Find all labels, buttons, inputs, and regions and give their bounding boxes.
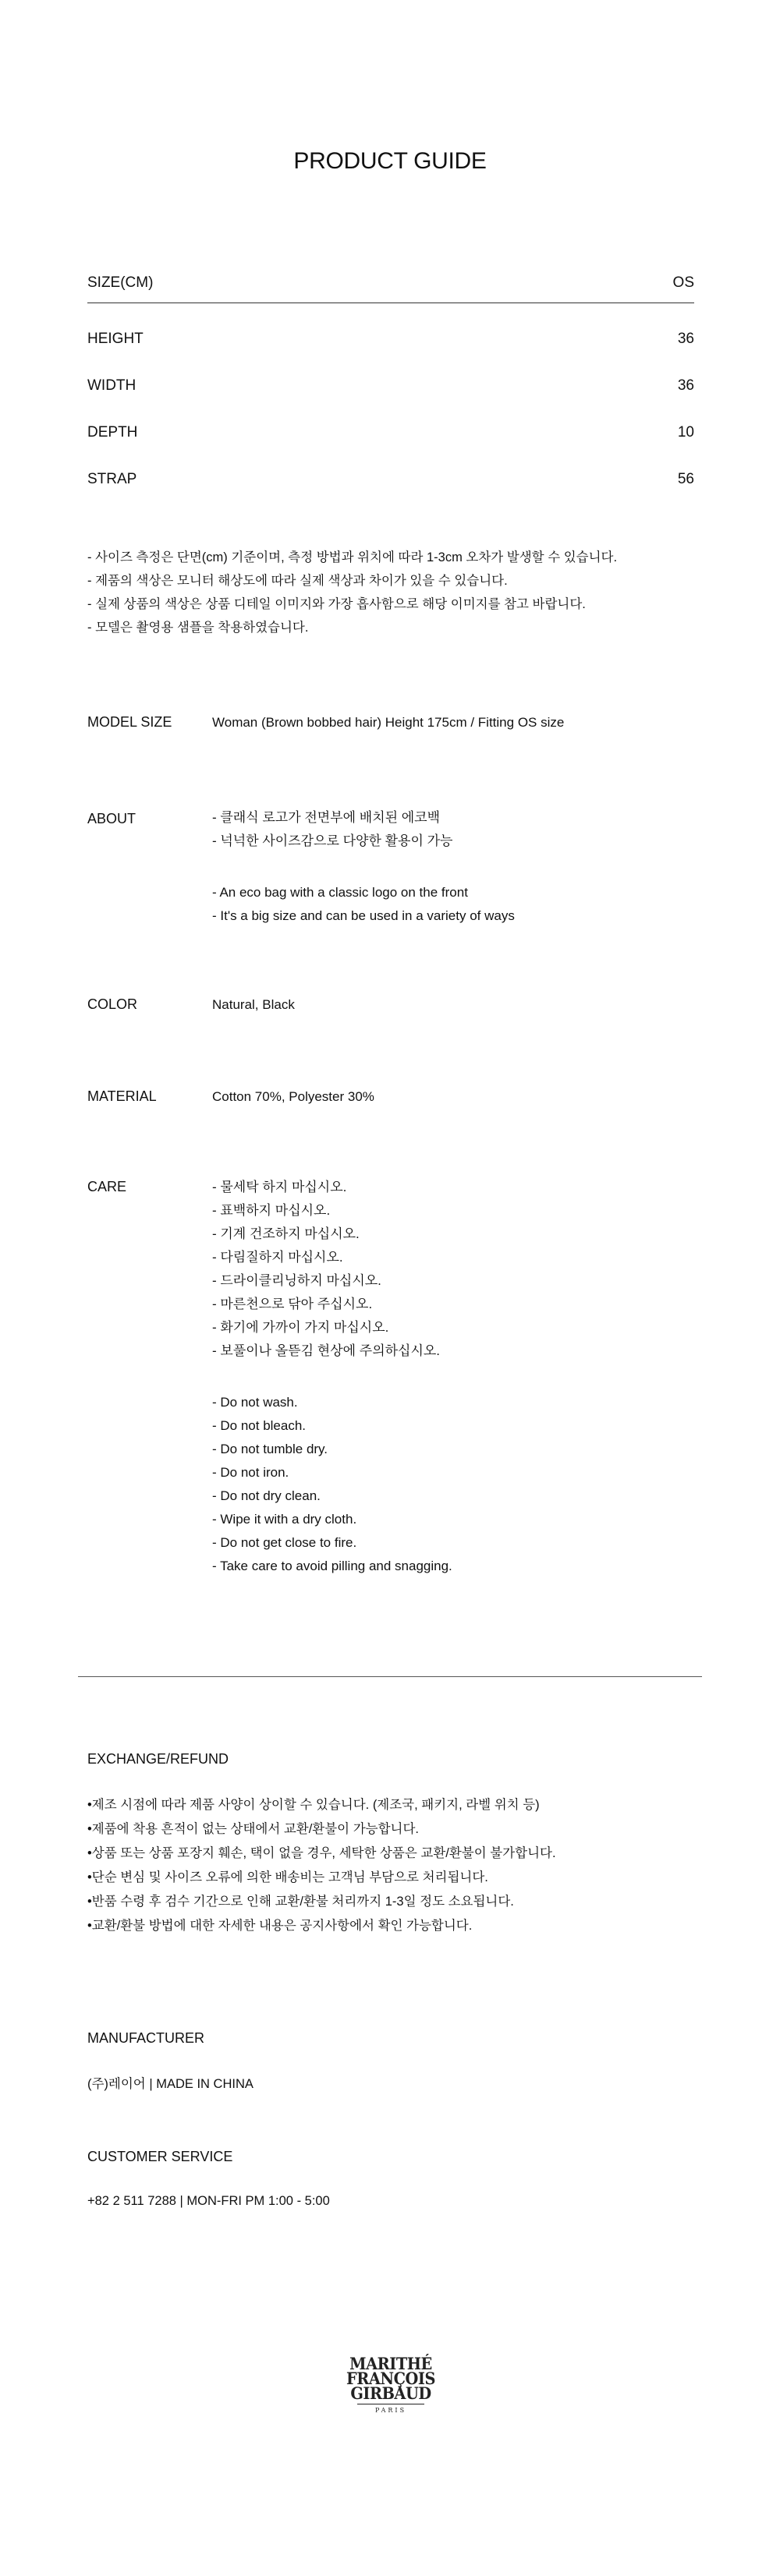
care-line: - Do not wash. (212, 1395, 298, 1410)
color-label: COLOR (87, 996, 138, 1012)
exchange-item: •제조 시점에 따라 제품 사양이 상이할 수 있습니다. (제조국, 패키지, 라벨 위치 등) (87, 1798, 540, 1812)
care-line: - Do not tumble dry. (212, 1442, 328, 1456)
size-row-strap (87, 471, 694, 494)
size-row-label: DEPTH (87, 424, 138, 441)
logo-subtitle: PARIS (357, 2404, 424, 2414)
exchange-title: EXCHANGE/REFUND (87, 1751, 229, 1767)
about-line: - An eco bag with a classic logo on the front (212, 885, 468, 900)
material-label: MATERIAL (87, 1088, 157, 1104)
about-value (212, 806, 515, 928)
model-size-value: Woman (Brown bobbed hair) Height 175cm / Fitting OS size (212, 715, 565, 730)
size-row-label: STRAP (87, 471, 137, 487)
care-line: - 드라이클리닝하지 마십시오. (212, 1273, 381, 1288)
color-value: Natural, Black (212, 997, 295, 1012)
manufacturer-value: (주)레이어 | MADE IN CHINA (87, 2077, 254, 2091)
logo-line: GIRBAUD (350, 2383, 431, 2403)
care-label: CARE (87, 1179, 127, 1194)
size-row-label: WIDTH (87, 377, 136, 394)
care-line: - 다림질하지 마십시오. (212, 1250, 343, 1265)
size-header-value: OS (672, 274, 694, 291)
size-header-label: SIZE(CM) (87, 274, 154, 291)
exchange-item: •교환/환불 방법에 대한 자세한 내용은 공지사항에서 확인 가능합니다. (87, 1919, 473, 1933)
size-row-value: 10 (677, 424, 694, 441)
material-value: Cotton 70%, Polyester 30% (212, 1089, 374, 1104)
care-line: - 화기에 가까이 가지 마십시오. (212, 1320, 389, 1335)
size-row-value: 36 (677, 331, 694, 347)
care-line: - Take care to avoid pilling and snagging. (212, 1559, 452, 1573)
size-row-label: HEIGHT (87, 331, 144, 347)
care-line: - Do not bleach. (212, 1418, 307, 1433)
exchange-list (87, 1793, 727, 1938)
note-line: - 사이즈 측정은 단면(cm) 기준이며, 측정 방법과 위치에 따라 1-3cm 오차가 발생할 수 있습니다. (87, 550, 618, 564)
note-line: - 제품의 색상은 모니터 해상도에 따라 실제 색상과 차이가 있을 수 있습니다. (87, 574, 508, 588)
note-line: - 실제 상품의 색상은 상품 디테일 이미지와 가장 흡사함으로 해당 이미지를 참고 바랍니다. (87, 597, 586, 611)
size-notes (87, 546, 711, 639)
care-line: - Do not iron. (212, 1465, 289, 1480)
care-line: - 보풀이나 올뜯김 현상에 주의하십시오. (212, 1343, 441, 1358)
size-row-width (87, 377, 694, 401)
size-row-height (87, 331, 694, 354)
section-divider (78, 1676, 702, 1677)
care-line: - Do not dry clean. (212, 1488, 321, 1503)
manufacturer-title: MANUFACTURER (87, 2030, 205, 2046)
about-line: - 넉넉한 사이즈감으로 다양한 활용이 가능 (212, 833, 453, 848)
logo-line: MARITHÉ (349, 2354, 432, 2373)
brand-logo (340, 2356, 441, 2415)
care-value (212, 1176, 452, 1578)
exchange-item: •반품 수령 후 검수 기간으로 인해 교환/환불 처리까지 1-3일 정도 소요됩니다. (87, 1895, 514, 1909)
about-label: ABOUT (87, 811, 136, 826)
about-line: - It's a big size and can be used in a variety of ways (212, 908, 515, 923)
care-line: - 기계 건조하지 마십시오. (212, 1226, 360, 1241)
care-line: - 물세탁 하지 마십시오. (212, 1180, 347, 1194)
logo-line: FRANÇOIS (346, 2369, 435, 2388)
exchange-item: •상품 또는 상품 포장지 훼손, 택이 없을 경우, 세탁한 상품은 교환/환불이 불가합니다. (87, 1846, 556, 1860)
size-row-depth (87, 424, 694, 448)
note-line: - 모델은 촬영용 샘플을 착용하였습니다. (87, 621, 309, 635)
size-table-header (87, 274, 694, 303)
about-line: - 클래식 로고가 전면부에 배치된 에코백 (212, 810, 441, 825)
exchange-item: •제품에 착용 흔적이 없는 상태에서 교환/환불이 가능합니다. (87, 1822, 419, 1836)
care-line: - Wipe it with a dry cloth. (212, 1512, 357, 1527)
exchange-item: •단순 변심 및 사이즈 오류에 의한 배송비는 고객님 부담으로 처리됩니다. (87, 1870, 488, 1884)
customer-service-title: CUSTOMER SERVICE (87, 2149, 233, 2164)
size-row-value: 36 (677, 377, 694, 394)
size-row-value: 56 (677, 471, 694, 487)
care-line: - 표백하지 마십시오. (212, 1203, 331, 1218)
page-title: PRODUCT GUIDE (293, 148, 487, 174)
customer-service-value: +82 2 511 7288 | MON-FRI PM 1:00 - 5:00 (87, 2194, 330, 2208)
care-line: - Do not get close to fire. (212, 1535, 357, 1550)
model-size-label: MODEL SIZE (87, 714, 172, 730)
care-line: - 마른천으로 닦아 주십시오. (212, 1297, 373, 1311)
